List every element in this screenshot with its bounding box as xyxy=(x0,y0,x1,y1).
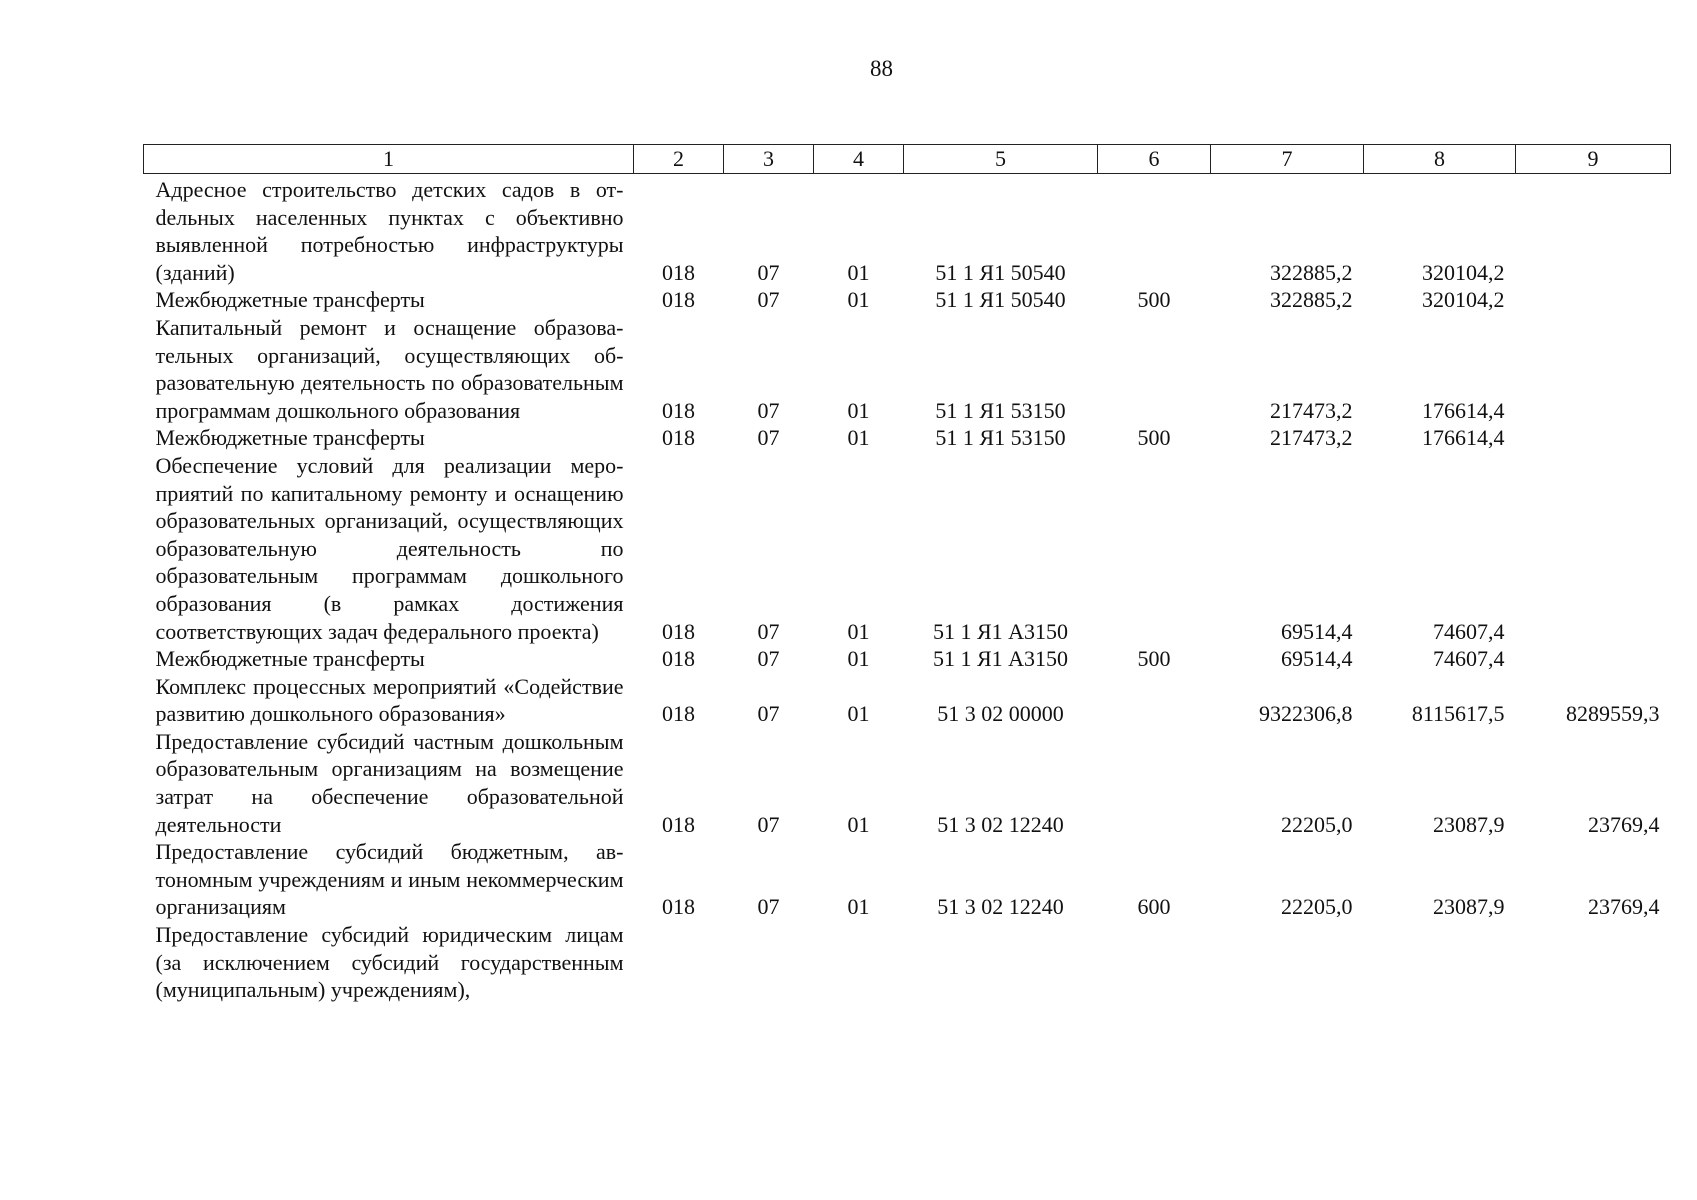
table-row xyxy=(144,673,1671,728)
column-header: 9 xyxy=(1516,145,1671,174)
subsection-code-cell: 01 xyxy=(847,397,870,423)
amount-year1-cell: 69514,4 xyxy=(1281,618,1353,644)
amount-year1-cell xyxy=(1211,921,1364,1004)
section-code-cell xyxy=(724,921,814,1004)
amount-year3-cell xyxy=(1516,645,1671,673)
row-name-cell: Предоставление субсидий бюджетным, автономным учреждениям и иным некоммерческим организациям xyxy=(155,839,624,920)
section-code-cell: 07 xyxy=(757,811,780,837)
section-code-cell: 07 xyxy=(757,646,780,672)
row-name-cell: Предоставление субсидий частным дошкольным образовательным организациям на возмещение затрат на обеспечение образовательной деятельности xyxy=(155,728,624,837)
table-body xyxy=(144,174,1671,1004)
subsection-code-cell: 01 xyxy=(847,811,870,837)
ministry-code-cell: 018 xyxy=(662,618,695,644)
column-header: 2 xyxy=(634,145,724,174)
column-header: 4 xyxy=(814,145,904,174)
page-bottom-margin xyxy=(143,1092,1663,1200)
expense-type-cell xyxy=(1098,673,1211,728)
column-header: 1 xyxy=(144,145,634,174)
table-row xyxy=(144,645,1671,673)
amount-year2-cell: 8115617,5 xyxy=(1411,701,1505,727)
page-number: 88 xyxy=(870,56,893,81)
table-row xyxy=(144,838,1671,921)
amount-year2-cell: 176614,4 xyxy=(1422,425,1505,451)
ministry-code-cell: 018 xyxy=(662,811,695,837)
row-name-cell: Комплекс процессных мероприятий «Содействие развитию дошкольного образования» xyxy=(155,673,624,727)
column-header: 6 xyxy=(1098,145,1211,174)
expense-type-cell: 600 xyxy=(1137,894,1171,920)
target-article-cell: 51 3 02 12240 xyxy=(937,894,1064,920)
row-name-cell: Предоставление субсидий юридическим лицам (за исключением субсидий государственным (муниципальным) учреждениям), xyxy=(155,922,624,1003)
amount-year1-cell: 322885,2 xyxy=(1270,287,1353,313)
ministry-code-cell: 018 xyxy=(662,894,695,920)
target-article-cell xyxy=(904,921,1098,1004)
amount-year3-cell xyxy=(1516,921,1671,1004)
ministry-code-cell: 018 xyxy=(662,287,695,313)
amount-year3-cell xyxy=(1516,286,1671,314)
expense-type-cell xyxy=(1098,921,1211,1004)
row-name-cell: Капитальный ремонт и оснащение образовательных организаций, осуществляющих образовательную деятельность по образовательным программам дошкольного образования xyxy=(155,314,624,423)
table-row xyxy=(144,286,1671,314)
subsection-code-cell: 01 xyxy=(847,894,870,920)
amount-year3-cell xyxy=(1516,424,1671,452)
amount-year1-cell: 217473,2 xyxy=(1270,397,1353,423)
table-row xyxy=(144,314,1671,424)
expense-type-cell: 500 xyxy=(1137,287,1171,313)
amount-year3-cell: 23769,4 xyxy=(1588,811,1660,837)
table-row xyxy=(144,921,1671,1004)
amount-year3-cell xyxy=(1516,314,1671,424)
subsection-code-cell: 01 xyxy=(847,425,870,451)
amount-year1-cell: 322885,2 xyxy=(1270,259,1353,285)
budget-table xyxy=(143,144,1671,1004)
subsection-code-cell: 01 xyxy=(847,287,870,313)
target-article-cell: 51 3 02 00000 xyxy=(937,701,1064,727)
column-header: 3 xyxy=(724,145,814,174)
amount-year3-cell: 8289559,3 xyxy=(1566,701,1660,727)
row-name-cell: Межбюджетные трансферты xyxy=(155,646,425,672)
expense-type-cell xyxy=(1098,174,1211,287)
amount-year1-cell: 22205,0 xyxy=(1281,811,1353,837)
table-row xyxy=(144,424,1671,452)
target-article-cell: 51 1 Я1 А3150 xyxy=(932,646,1069,672)
target-article-cell: 51 3 02 12240 xyxy=(937,811,1064,837)
target-article-cell: 51 1 Я1 53150 xyxy=(935,397,1066,423)
column-header: 5 xyxy=(904,145,1098,174)
amount-year2-cell: 23087,9 xyxy=(1433,811,1505,837)
amount-year2-cell xyxy=(1364,921,1516,1004)
section-code-cell: 07 xyxy=(757,618,780,644)
target-article-cell: 51 1 Я1 50540 xyxy=(935,259,1066,285)
amount-year2-cell: 176614,4 xyxy=(1422,397,1505,423)
section-code-cell: 07 xyxy=(757,397,780,423)
expense-type-cell xyxy=(1098,314,1211,424)
subsection-code-cell: 01 xyxy=(847,646,870,672)
amount-year1-cell: 217473,2 xyxy=(1270,425,1353,451)
expense-type-cell xyxy=(1098,452,1211,645)
table-row xyxy=(144,452,1671,645)
section-code-cell: 07 xyxy=(757,701,780,727)
ministry-code-cell: 018 xyxy=(662,425,695,451)
ministry-code-cell: 018 xyxy=(662,646,695,672)
target-article-cell: 51 1 Я1 53150 xyxy=(935,425,1066,451)
amount-year1-cell: 22205,0 xyxy=(1281,894,1353,920)
ministry-code-cell xyxy=(634,921,724,1004)
row-name-cell: Обеспечение условий для реализации мероприятий по капитальному ремонту и оснащению образовательных организаций, осуществляющих образовательную деятельность по образовательным программам дошкольного образования (в рамках достижения соответствующих задач федерального проекта) xyxy=(155,452,624,644)
row-name-cell: Межбюджетные трансферты xyxy=(155,425,425,451)
subsection-code-cell: 01 xyxy=(847,259,870,285)
amount-year2-cell: 74607,4 xyxy=(1433,646,1505,672)
column-number-header-row xyxy=(144,145,1671,174)
row-name-cell: Межбюджетные трансферты xyxy=(155,287,425,313)
subsection-code-cell: 01 xyxy=(847,701,870,727)
section-code-cell: 07 xyxy=(757,425,780,451)
target-article-cell: 51 1 Я1 50540 xyxy=(935,287,1066,313)
amount-year3-cell xyxy=(1516,174,1671,287)
target-article-cell: 51 1 Я1 А3150 xyxy=(932,618,1069,644)
column-header: 7 xyxy=(1211,145,1364,174)
amount-year3-cell xyxy=(1516,452,1671,645)
section-code-cell: 07 xyxy=(757,894,780,920)
column-header: 8 xyxy=(1364,145,1516,174)
expense-type-cell: 500 xyxy=(1137,646,1171,672)
expense-type-cell xyxy=(1098,728,1211,838)
amount-year2-cell: 320104,2 xyxy=(1422,287,1505,313)
subsection-code-cell xyxy=(814,921,904,1004)
amount-year3-cell: 23769,4 xyxy=(1588,894,1660,920)
amount-year1-cell: 69514,4 xyxy=(1281,646,1353,672)
amount-year2-cell: 23087,9 xyxy=(1433,894,1505,920)
expense-type-cell: 500 xyxy=(1137,425,1171,451)
section-code-cell: 07 xyxy=(757,287,780,313)
amount-year1-cell: 9322306,8 xyxy=(1259,701,1353,727)
section-code-cell: 07 xyxy=(757,259,780,285)
ministry-code-cell: 018 xyxy=(662,397,695,423)
ministry-code-cell: 018 xyxy=(662,259,695,285)
amount-year2-cell: 74607,4 xyxy=(1433,618,1505,644)
subsection-code-cell: 01 xyxy=(847,618,870,644)
ministry-code-cell: 018 xyxy=(662,701,695,727)
table-row xyxy=(144,728,1671,838)
row-name-cell: Адресное строительство детских садов в отdельных населенных пунктах с объективно выявленной потребностью инфраструктуры (зданий) xyxy=(155,177,624,285)
amount-year2-cell: 320104,2 xyxy=(1422,259,1505,285)
table-row xyxy=(144,174,1671,287)
